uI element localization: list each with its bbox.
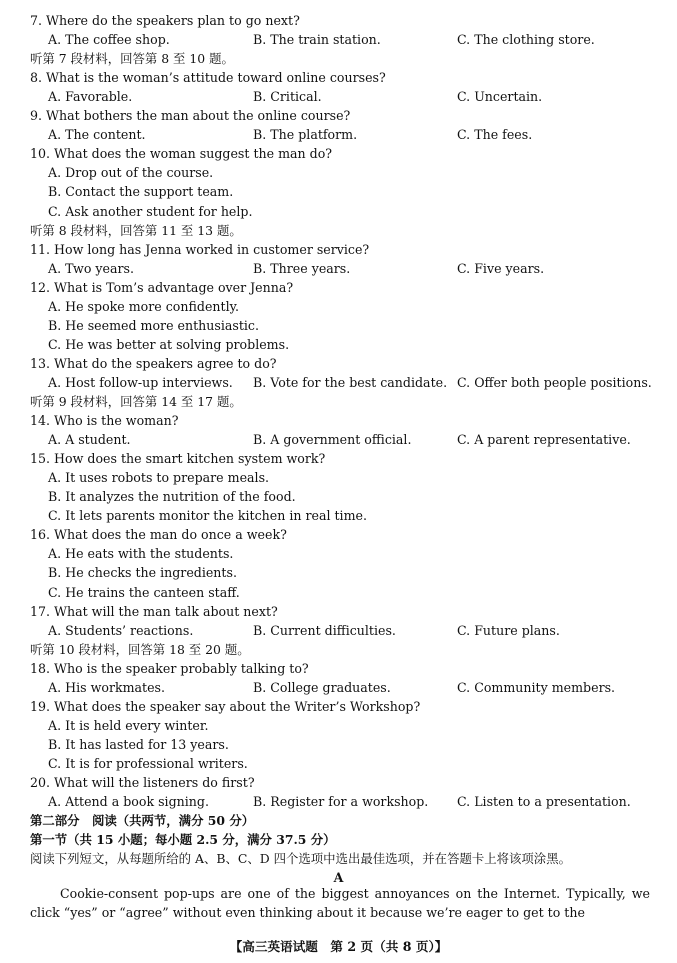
instruction-line: 听第 8 段材料，回答第 11 至 13 题。 [30, 222, 242, 238]
option-line: B. He checks the ingredients. [48, 565, 237, 581]
option-line: B. Contact the support team. [48, 184, 234, 200]
option-line: A. He eats with the students. [48, 546, 234, 562]
option-c: C. Offer both people positions. [457, 374, 652, 390]
option-line: A. Drop out of the course. [48, 165, 214, 181]
option-row [0, 30, 677, 49]
question: 19. What does the speaker say about the Writer’s Workshop? [30, 698, 421, 714]
question: 9. What bothers the man about the online course? [30, 108, 351, 124]
option-c: C. A parent representative. [457, 432, 631, 448]
question: 11. How long has Jenna worked in customer service? [30, 241, 370, 257]
option-c: C. Uncertain. [457, 89, 543, 105]
option-c: C. Listen to a presentation. [457, 794, 631, 810]
option-c: C. Five years. [457, 260, 545, 276]
passage-paragraph [30, 884, 650, 922]
question: 7. Where do the speakers plan to go next? [30, 13, 300, 28]
option-a: A. His workmates. [48, 679, 166, 695]
section-heading: 第二部分 阅读（共两节，满分 50 分） [30, 813, 255, 829]
question: 14. Who is the woman? [30, 413, 179, 429]
option-b: B. The train station. [253, 32, 381, 48]
question: 15. How does the smart kitchen system work? [30, 451, 326, 467]
option-c: C. The clothing store. [457, 32, 595, 48]
option-line: A. It uses robots to prepare meals. [48, 470, 270, 486]
option-b: B. Three years. [253, 260, 351, 276]
option-line: C. Ask another student for help. [48, 203, 253, 219]
option-a: A. Students’ reactions. [48, 622, 194, 638]
option-row [0, 259, 677, 278]
question: 10. What does the woman suggest the man do? [30, 146, 333, 162]
option-b: B. Register for a workshop. [253, 794, 429, 810]
option-b: B. A government official. [253, 432, 412, 448]
option-row [0, 125, 677, 144]
option-line: C. He was better at solving problems. [48, 336, 290, 352]
option-row [0, 678, 677, 697]
question: 12. What is Tom’s advantage over Jenna? [30, 279, 294, 295]
option-a: A. The coffee shop. [48, 32, 170, 48]
option-b: B. Current difficulties. [253, 622, 396, 638]
option-line: C. He trains the canteen staff. [48, 584, 240, 600]
instruction-line: 阅读下列短文，从每题所给的 A、B、C、D 四个选项中选出最佳选项，并在答题卡上将该项涂黑。 [30, 851, 571, 867]
option-row [0, 792, 677, 811]
option-line: B. It has lasted for 13 years. [48, 736, 229, 752]
question: 17. What will the man talk about next? [30, 603, 278, 619]
option-c: C. The fees. [457, 127, 533, 143]
option-row [0, 87, 677, 106]
page-footer: 【高三英语试题 第 2 页（共 8 页）】 [229, 939, 448, 954]
option-a: A. Favorable. [48, 89, 133, 105]
option-line: B. It analyzes the nutrition of the food. [48, 489, 296, 505]
option-c: C. Community members. [457, 679, 616, 695]
option-row [0, 373, 677, 392]
option-line: A. He spoke more confidently. [48, 298, 240, 314]
option-line: B. He seemed more enthusiastic. [48, 317, 259, 333]
option-c: C. Future plans. [457, 622, 560, 638]
option-b: B. Critical. [253, 89, 322, 105]
section-heading: 第一节（共 15 小题；每小题 2.5 分，满分 37.5 分） [30, 832, 336, 848]
option-a: A. Attend a book signing. [48, 794, 209, 810]
question: 16. What does the man do once a week? [30, 527, 287, 543]
option-a: A. Host follow-up interviews. [48, 374, 233, 390]
option-row [0, 621, 677, 640]
question: 13. What do the speakers agree to do? [30, 355, 277, 371]
question: 20. What will the listeners do first? [30, 775, 255, 790]
question: 18. Who is the speaker probably talking to? [30, 660, 309, 676]
option-a: A. Two years. [48, 260, 134, 276]
option-line: C. It is for professional writers. [48, 755, 248, 771]
option-line: C. It lets parents monitor the kitchen in real time. [48, 508, 367, 524]
instruction-line: 听第 7 段材料，回答第 8 至 10 题。 [30, 51, 234, 67]
option-line: A. It is held every winter. [48, 717, 209, 733]
option-row [0, 430, 677, 449]
question: 8. What is the woman’s attitude toward online courses? [30, 70, 386, 86]
option-a: A. A student. [48, 432, 131, 448]
passage-label: A [333, 870, 344, 886]
instruction-line: 听第 9 段材料，回答第 14 至 17 题。 [30, 394, 242, 409]
instruction-line: 听第 10 段材料，回答第 18 至 20 题。 [30, 641, 250, 657]
passage-text: Cookie-consent pop-ups are one of the biggest annoyances on the Internet. Typically, we click “yes” or “agree” without even thinking about it because we’re eager to get to the [30, 886, 650, 920]
option-b: B. The platform. [253, 127, 358, 143]
option-a: A. The content. [48, 127, 146, 143]
option-b: B. College graduates. [253, 679, 391, 695]
option-b: B. Vote for the best candidate. [253, 374, 448, 390]
